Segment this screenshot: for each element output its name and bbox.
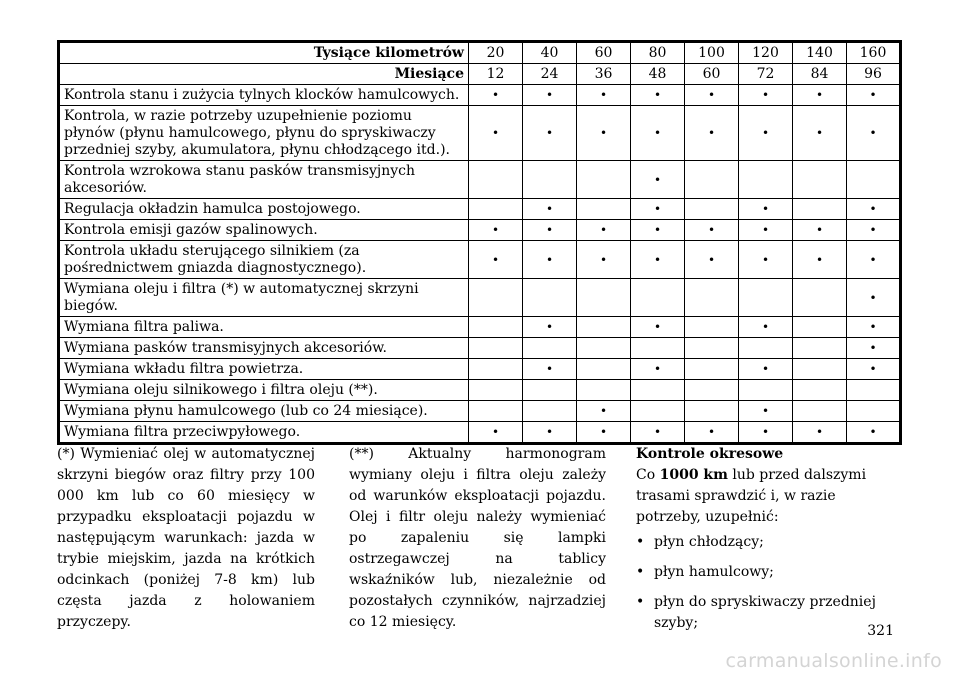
intro-suffix: lub przed dalszymi trasami sprawdzić i, w razie potrzeby, uzupełnić: <box>636 467 867 525</box>
schedule-mark: • <box>739 317 793 338</box>
schedule-mark: • <box>631 317 685 338</box>
task-description: Wymiana wkładu filtra powietrza. <box>59 359 469 380</box>
month-value: 24 <box>523 64 577 85</box>
schedule-mark <box>577 279 631 317</box>
schedule-mark <box>739 279 793 317</box>
schedule-mark <box>685 401 739 422</box>
task-description: Wymiana filtra przeciwpyłowego. <box>59 422 469 444</box>
month-value: 12 <box>469 64 523 85</box>
intro-prefix: Co <box>636 467 660 483</box>
schedule-mark: • <box>577 422 631 444</box>
footnote-engine-oil: (**) Aktualny harmonogram wymiany oleju i filtra oleju zależy od warunków eksploatacji pojazdu. Olej i filtr oleju należy wymieniać po zapaleniu się lampki ostrzegawczej na tablicy wskaźników lub, niezależnie od pozostałych czynników, najrzadziej co 12 miesięcy. <box>349 446 606 630</box>
schedule-mark <box>793 359 847 380</box>
schedule-mark <box>847 401 901 422</box>
table-row <box>59 220 901 241</box>
task-description: Wymiana płynu hamulcowego (lub co 24 miesiące). <box>59 401 469 422</box>
table-row <box>59 380 901 401</box>
task-description: Wymiana filtra paliwa. <box>59 317 469 338</box>
schedule-mark: • <box>847 279 901 317</box>
schedule-mark <box>685 359 739 380</box>
schedule-mark: • <box>793 241 847 279</box>
maintenance-schedule-table <box>57 40 902 445</box>
schedule-mark <box>685 279 739 317</box>
watermark: carmanualsonline.info <box>725 650 942 672</box>
table-row <box>59 338 901 359</box>
intro-distance: 1000 km <box>659 467 728 483</box>
month-value: 48 <box>631 64 685 85</box>
header-row-months <box>59 64 901 85</box>
schedule-mark <box>577 317 631 338</box>
schedule-mark: • <box>523 199 577 220</box>
periodic-checks-title: Kontrole okresowe <box>636 446 784 462</box>
bullet-icon: • <box>636 534 645 550</box>
table-row <box>59 106 901 161</box>
schedule-mark: • <box>523 106 577 161</box>
schedule-mark <box>793 199 847 220</box>
schedule-mark: • <box>685 85 739 106</box>
schedule-mark <box>739 338 793 359</box>
bullet-icon: • <box>636 594 645 610</box>
periodic-checks-section <box>636 444 900 643</box>
schedule-mark <box>847 380 901 401</box>
km-value: 100 <box>685 42 739 64</box>
schedule-mark: • <box>631 161 685 199</box>
schedule-mark: • <box>847 241 901 279</box>
schedule-mark: • <box>631 241 685 279</box>
schedule-mark: • <box>847 359 901 380</box>
schedule-mark: • <box>469 106 523 161</box>
km-value: 160 <box>847 42 901 64</box>
schedule-mark: • <box>469 85 523 106</box>
km-value: 80 <box>631 42 685 64</box>
footnote-automatic-transmission: (*) Wymieniać olej w automatycznej skrzyni biegów oraz filtry przy 100 000 km lub co 60 miesięcy w przypadku eksploatacji pojazdu w następującym warunkach: jazda w trybie miejskim, jazda na krótkich odcinkach (poniżej 7-8 km) lub częsta jazda z holowaniem przyczepy. <box>57 446 315 630</box>
schedule-mark: • <box>631 199 685 220</box>
schedule-mark: • <box>793 220 847 241</box>
schedule-mark: • <box>631 106 685 161</box>
schedule-mark <box>685 161 739 199</box>
schedule-mark <box>577 338 631 359</box>
list-item-text: płyn do spryskiwaczy przedniej szyby; <box>654 594 876 631</box>
month-value: 96 <box>847 64 901 85</box>
schedule-mark <box>631 279 685 317</box>
schedule-mark <box>469 338 523 359</box>
schedule-mark <box>793 161 847 199</box>
schedule-mark: • <box>793 85 847 106</box>
list-item <box>636 592 900 634</box>
month-value: 60 <box>685 64 739 85</box>
periodic-checks-list <box>636 532 900 634</box>
table-row <box>59 279 901 317</box>
schedule-mark: • <box>847 85 901 106</box>
schedule-mark: • <box>685 241 739 279</box>
schedule-mark <box>793 401 847 422</box>
schedule-mark <box>577 199 631 220</box>
schedule-mark: • <box>739 422 793 444</box>
schedule-mark: • <box>739 401 793 422</box>
schedule-mark <box>631 401 685 422</box>
periodic-checks-intro <box>636 465 900 528</box>
schedule-mark <box>793 338 847 359</box>
schedule-mark: • <box>739 199 793 220</box>
km-value: 40 <box>523 42 577 64</box>
km-header-label: Tysiące kilometrów <box>59 42 469 64</box>
schedule-mark <box>523 279 577 317</box>
schedule-mark <box>523 161 577 199</box>
schedule-mark: • <box>739 85 793 106</box>
schedule-mark: • <box>685 422 739 444</box>
schedule-mark: • <box>469 241 523 279</box>
table-row <box>59 359 901 380</box>
schedule-mark: • <box>793 106 847 161</box>
list-item-text: płyn hamulcowy; <box>654 564 774 580</box>
schedule-mark <box>685 317 739 338</box>
schedule-mark: • <box>523 317 577 338</box>
schedule-mark: • <box>847 422 901 444</box>
km-value: 120 <box>739 42 793 64</box>
schedule-mark: • <box>847 199 901 220</box>
schedule-mark: • <box>469 422 523 444</box>
schedule-mark: • <box>577 85 631 106</box>
schedule-mark <box>469 359 523 380</box>
schedule-mark <box>685 380 739 401</box>
schedule-body <box>59 42 901 444</box>
page-number: 321 <box>867 623 894 639</box>
schedule-mark <box>469 161 523 199</box>
month-value: 84 <box>793 64 847 85</box>
schedule-mark: • <box>631 85 685 106</box>
schedule-mark <box>631 380 685 401</box>
schedule-mark <box>523 380 577 401</box>
schedule-mark: • <box>847 317 901 338</box>
table-row <box>59 199 901 220</box>
schedule-mark: • <box>847 106 901 161</box>
schedule-mark: • <box>631 422 685 444</box>
task-description: Wymiana pasków transmisyjnych akcesoriów. <box>59 338 469 359</box>
table-row <box>59 401 901 422</box>
schedule-mark <box>469 279 523 317</box>
task-description: Kontrola stanu i zużycia tylnych klocków hamulcowych. <box>59 85 469 106</box>
schedule-mark: • <box>847 338 901 359</box>
month-value: 36 <box>577 64 631 85</box>
schedule-mark: • <box>523 422 577 444</box>
schedule-mark: • <box>523 241 577 279</box>
table-row <box>59 161 901 199</box>
schedule-mark: • <box>739 106 793 161</box>
schedule-mark <box>469 317 523 338</box>
task-description: Kontrola wzrokowa stanu pasków transmisyjnych akcesoriów. <box>59 161 469 199</box>
table-row <box>59 85 901 106</box>
schedule-mark: • <box>523 85 577 106</box>
schedule-mark <box>469 401 523 422</box>
task-description: Regulacja okładzin hamulca postojowego. <box>59 199 469 220</box>
header-row-km <box>59 42 901 64</box>
table-row <box>59 317 901 338</box>
schedule-mark <box>739 161 793 199</box>
schedule-mark <box>577 380 631 401</box>
table-row <box>59 241 901 279</box>
schedule-mark: • <box>739 359 793 380</box>
schedule-mark <box>793 380 847 401</box>
km-value: 20 <box>469 42 523 64</box>
schedule-mark <box>631 338 685 359</box>
schedule-mark <box>469 199 523 220</box>
schedule-mark <box>685 338 739 359</box>
schedule-mark: • <box>631 220 685 241</box>
task-description: Wymiana oleju i filtra (*) w automatycznej skrzyni biegów. <box>59 279 469 317</box>
bullet-icon: • <box>636 564 645 580</box>
schedule-mark: • <box>631 359 685 380</box>
schedule-mark: • <box>739 220 793 241</box>
schedule-mark: • <box>469 220 523 241</box>
task-description: Kontrola emisji gazów spalinowych. <box>59 220 469 241</box>
schedule-mark <box>793 317 847 338</box>
schedule-mark: • <box>739 241 793 279</box>
list-item <box>636 562 900 583</box>
schedule-mark: • <box>577 401 631 422</box>
schedule-mark <box>523 338 577 359</box>
task-description: Kontrola, w razie potrzeby uzupełnienie poziomu płynów (płynu hamulcowego, płynu do spryskiwaczy przedniej szyby, akumulatora, płynu chłodzącego itd.). <box>59 106 469 161</box>
months-header-label: Miesiące <box>59 64 469 85</box>
schedule-mark <box>577 359 631 380</box>
table-row <box>59 422 901 444</box>
schedule-mark <box>469 380 523 401</box>
schedule-mark <box>793 279 847 317</box>
schedule-mark: • <box>577 241 631 279</box>
month-value: 72 <box>739 64 793 85</box>
km-value: 140 <box>793 42 847 64</box>
schedule-mark <box>739 380 793 401</box>
km-value: 60 <box>577 42 631 64</box>
schedule-mark: • <box>523 220 577 241</box>
schedule-mark: • <box>793 422 847 444</box>
schedule-mark <box>685 199 739 220</box>
list-item-text: płyn chłodzący; <box>654 534 764 550</box>
schedule-mark <box>847 161 901 199</box>
task-description: Wymiana oleju silnikowego i filtra oleju (**). <box>59 380 469 401</box>
list-item <box>636 532 900 553</box>
schedule-mark: • <box>577 220 631 241</box>
schedule-mark: • <box>685 106 739 161</box>
schedule-mark: • <box>523 359 577 380</box>
schedule-mark <box>577 161 631 199</box>
schedule-mark: • <box>685 220 739 241</box>
schedule-mark <box>523 401 577 422</box>
schedule-mark: • <box>847 220 901 241</box>
schedule-mark: • <box>577 106 631 161</box>
task-description: Kontrola układu sterującego silnikiem (za pośrednictwem gniazda diagnostycznego). <box>59 241 469 279</box>
